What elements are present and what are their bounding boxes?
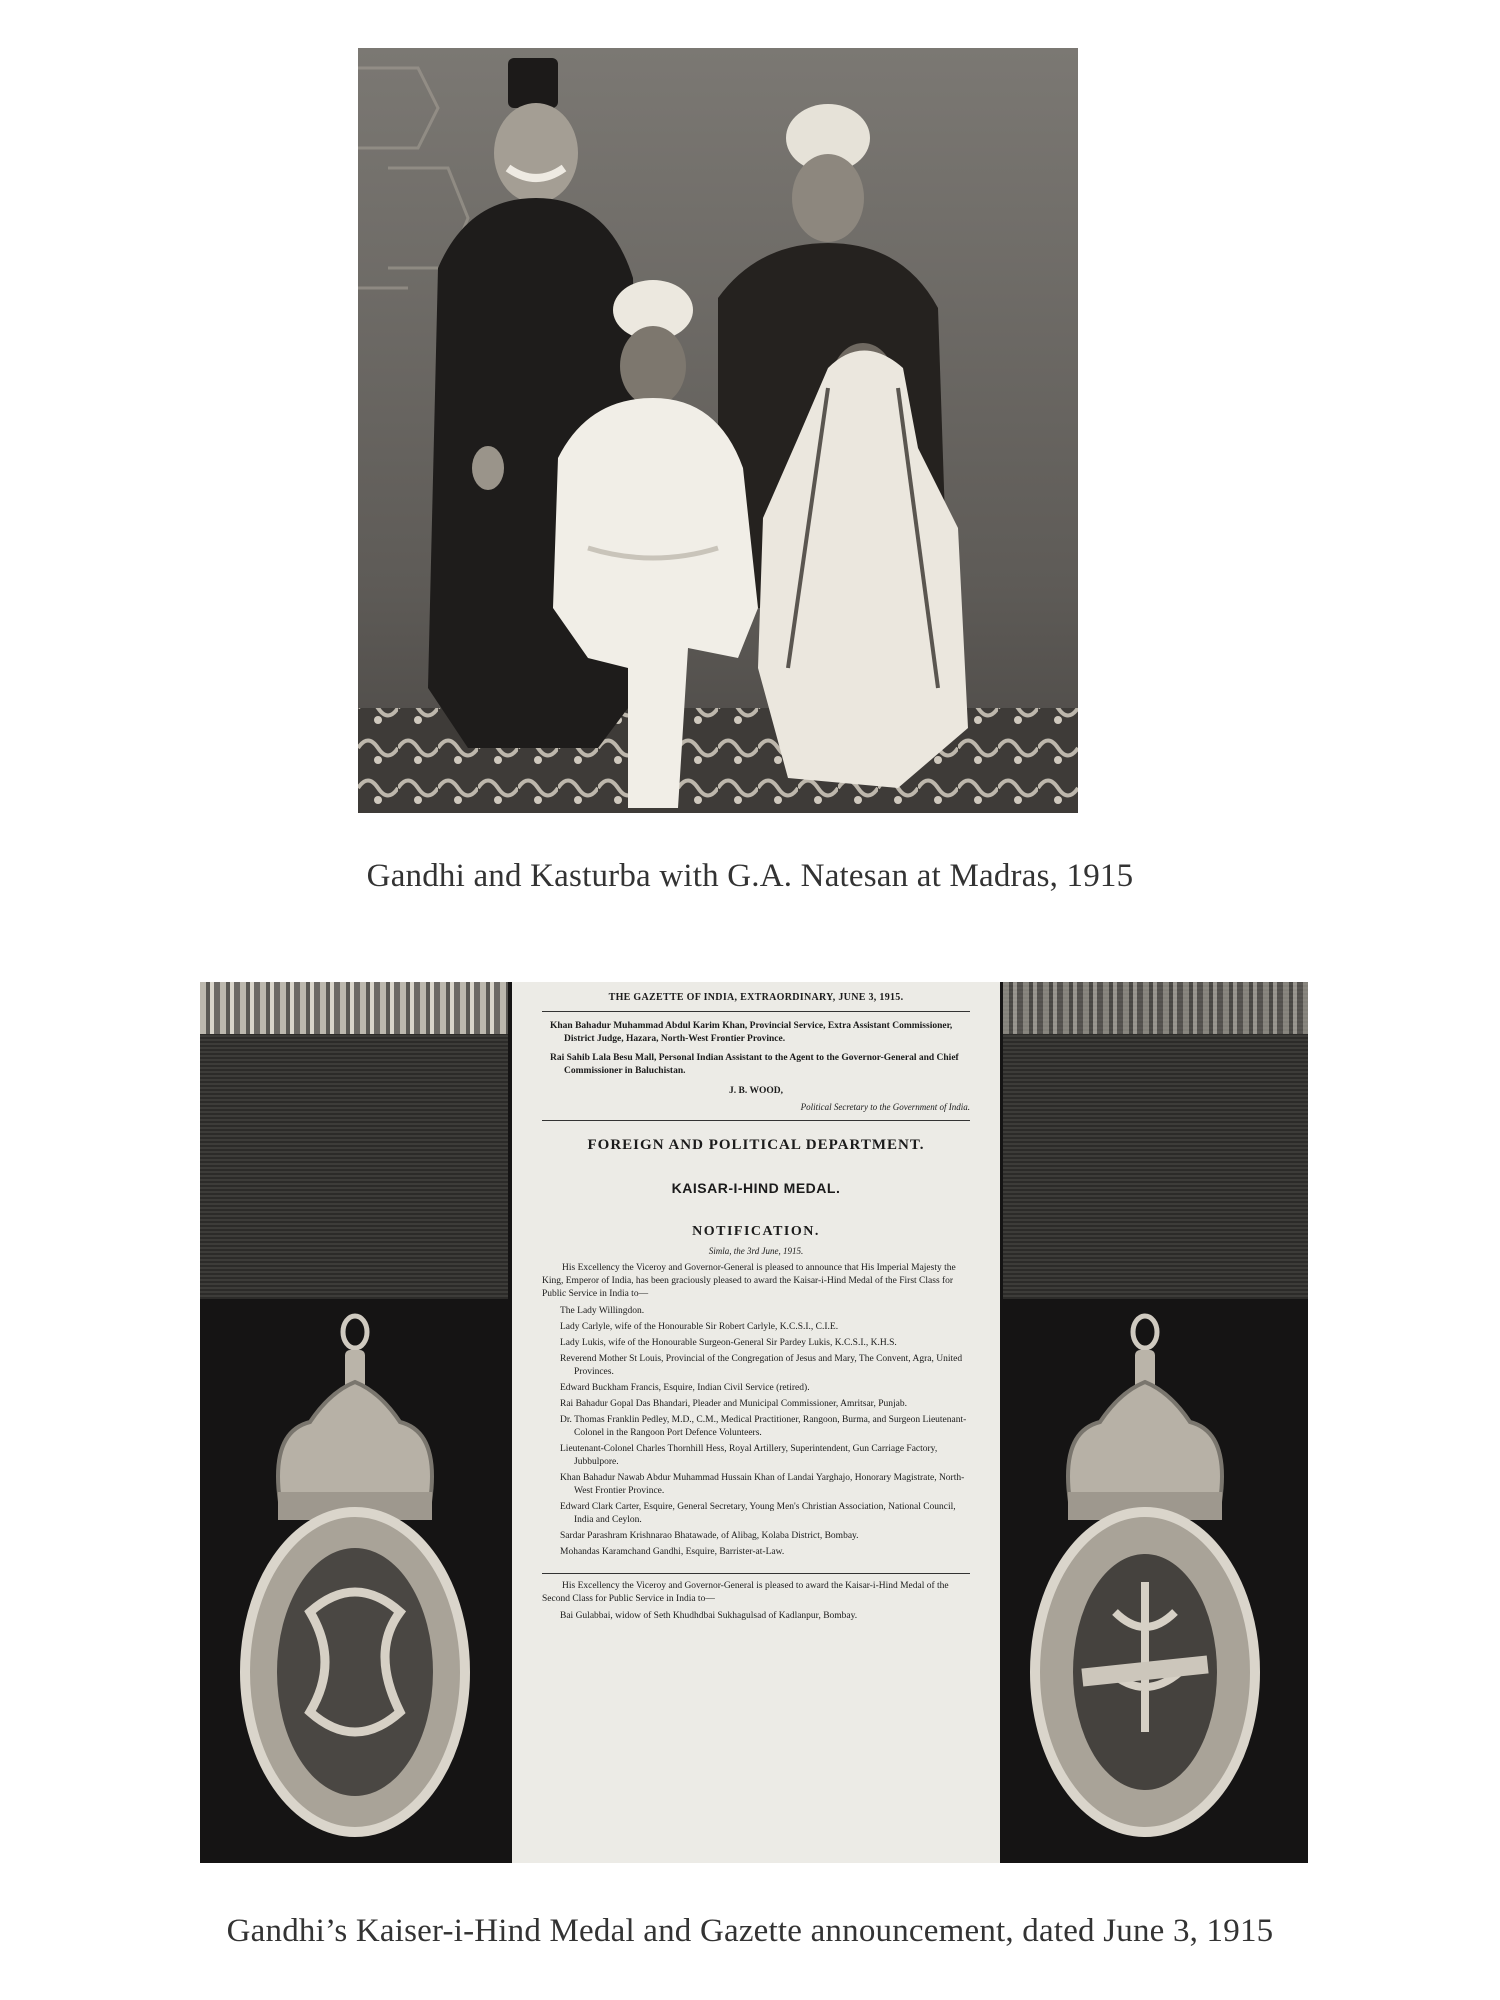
recipient-item: Sardar Parashram Krishnarao Bhatawade, of Alibag, Kolaba District, Bombay. xyxy=(560,1531,859,1541)
recipient-item: Edward Buckham Francis, Esquire, Indian Civil Service (retired). xyxy=(560,1383,810,1393)
recipient-item: Dr. Thomas Franklin Pedley, M.D., C.M., Medical Practitioner, Rangoon, Burma, and Surgeon Lieutenant-Colonel in the Rangoon Port Defence Volunteers. xyxy=(560,1415,967,1438)
recipient-item: The Lady Willingdon. xyxy=(560,1306,645,1316)
recipient-item: Mohandas Karamchand Gandhi, Esquire, Barrister-at-Law. xyxy=(560,1547,785,1557)
recipient-item: Edward Clark Carter, Esquire, General Secretary, Young Men's Christian Association, National Council, India and Ceylon. xyxy=(560,1502,956,1525)
gazette-entry: Khan Bahadur Muhammad Abdul Karim Khan, Provincial Service, Extra Assistant Commissioner, District Judge, Hazara, North-West Frontier Province. xyxy=(550,1021,953,1044)
divider xyxy=(542,1120,970,1121)
recipient-item: Lady Lukis, wife of the Honourable Surgeon-General Sir Pardey Lukis, K.C.S.I., K.H.S. xyxy=(560,1338,897,1348)
portrait-illustration xyxy=(358,48,1078,813)
recipient-item: Lady Carlyle, wife of the Honourable Sir Robert Carlyle, K.C.S.I., C.I.E. xyxy=(560,1322,839,1332)
signature-name: J. B. WOOD, xyxy=(729,1086,783,1096)
gazette-header: THE GAZETTE OF INDIA, EXTRAORDINARY, JUNE 3, 1915. xyxy=(608,992,904,1003)
signature-title: Political Secretary to the Government of India. xyxy=(800,1102,970,1112)
divider xyxy=(542,1573,970,1574)
medal-caption: Gandhi’s Kaiser-i-Hind Medal and Gazette announcement, dated June 3, 1915 xyxy=(226,1913,1274,1949)
recipient-item: Bai Gulabbai, widow of Seth Khudhdbai Sukhagulsad of Kadlanpur, Bombay. xyxy=(560,1611,858,1621)
notification-intro: His Excellency the Viceroy and Governor-General is pleased to announce that His Imperial Majesty the King, Emperor of India, has been graciously pleased to award the Kaisar-i-Hind Medal of the First Class for Public Service in India to— xyxy=(542,1263,956,1299)
ribbon-embroidery-right xyxy=(1003,982,1308,1034)
notification-heading: NOTIFICATION. xyxy=(692,1224,820,1239)
divider xyxy=(542,1011,970,1012)
medal-heading: KAISAR-I-HIND MEDAL. xyxy=(671,1180,841,1196)
recipient-list xyxy=(542,1305,970,1559)
gazette-entry: Rai Sahib Lala Besu Mall, Personal Indian Assistant to the Agent to the Governor-General and Chief Commissioner in Baluchistan. xyxy=(550,1053,959,1076)
ribbon-embroidery-left xyxy=(200,982,508,1034)
recipient-list-second xyxy=(542,1610,970,1623)
photo-caption: Gandhi and Kasturba with G.A. Natesan at Madras, 1915 xyxy=(366,858,1134,894)
medal-reverse xyxy=(1020,1312,1270,1852)
recipient-item: Reverend Mother St Louis, Provincial of the Congregation of Jesus and Mary, The Convent, Agra, United Provinces. xyxy=(560,1354,963,1377)
medal-obverse xyxy=(230,1312,480,1852)
department-heading: FOREIGN AND POLITICAL DEPARTMENT. xyxy=(587,1137,925,1153)
medal-gazette-photograph xyxy=(200,982,1308,1863)
gazette-announcement xyxy=(512,982,1000,1863)
portrait-photograph xyxy=(358,48,1078,813)
recipient-item: Khan Bahadur Nawab Abdur Muhammad Hussain Khan of Landai Yarghajo, Honorary Magistrate, North-West Frontier Province. xyxy=(560,1473,965,1496)
recipient-item: Lieutenant-Colonel Charles Thornhill Hess, Royal Artillery, Superintendent, Gun Carriage Factory, Jubbulpore. xyxy=(560,1444,938,1467)
notification-date: Simla, the 3rd June, 1915. xyxy=(708,1246,804,1256)
notification-outro: His Excellency the Viceroy and Governor-General is pleased to award the Kaisar-i-Hind Medal of the Second Class for Public Service in India to— xyxy=(542,1581,949,1604)
recipient-item: Rai Bahadur Gopal Das Bhandari, Pleader and Municipal Commissioner, Amritsar, Punjab. xyxy=(560,1399,907,1409)
